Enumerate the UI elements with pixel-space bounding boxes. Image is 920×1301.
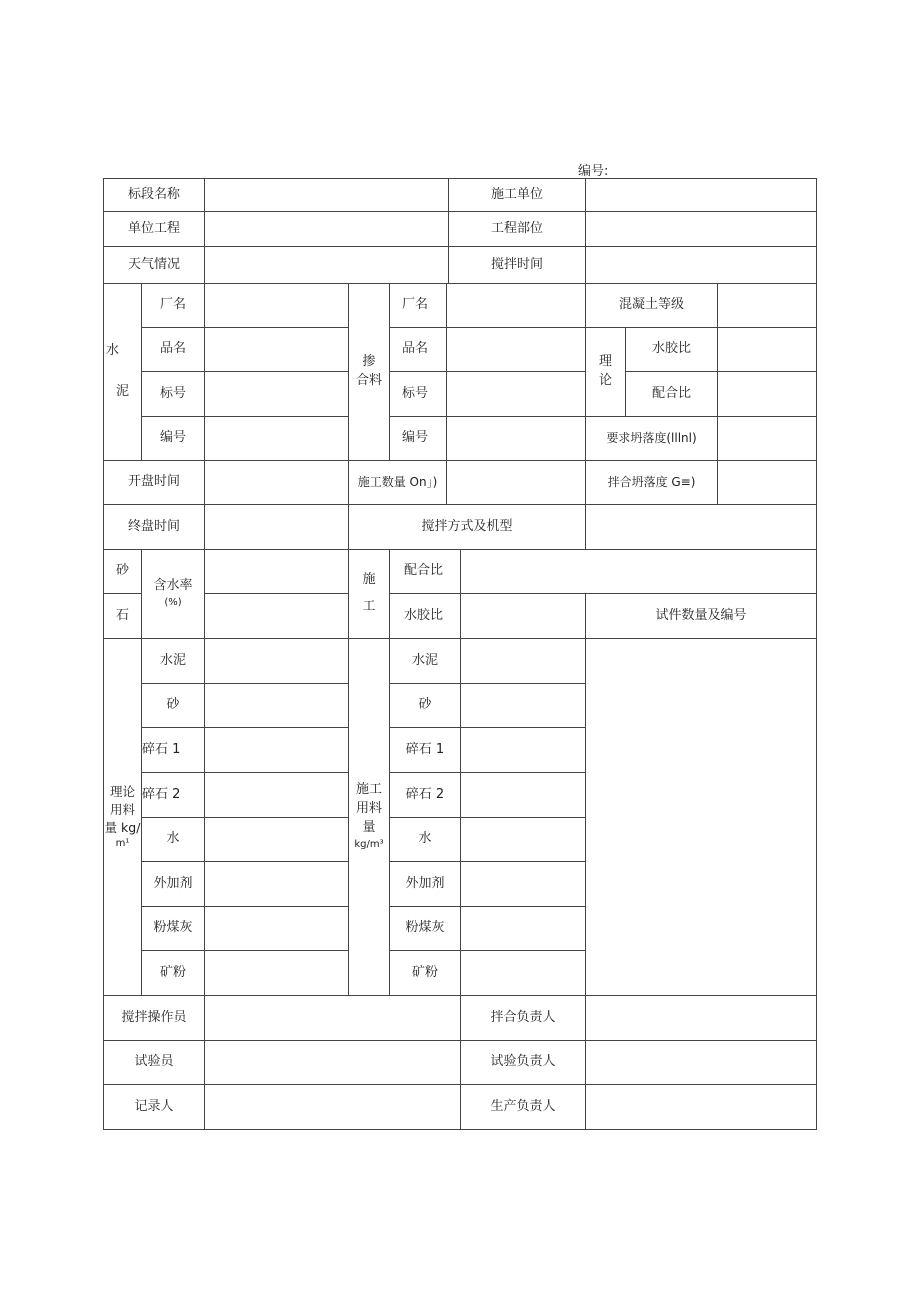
construction-mix-ratio-label: 配合比 xyxy=(390,550,461,594)
tester-field[interactable] xyxy=(205,1041,461,1085)
test-lead-label: 试验负责人 xyxy=(461,1041,586,1085)
theory-mix-ratio-label: 配合比 xyxy=(626,372,718,417)
admixture-product-field[interactable] xyxy=(447,328,586,372)
construction-material-field[interactable] xyxy=(461,862,586,907)
theory-material-label: 砂 xyxy=(142,684,205,728)
theory-material-field[interactable] xyxy=(205,639,349,684)
unit-project-field[interactable] xyxy=(205,212,449,247)
sand-label: 砂 xyxy=(104,550,142,594)
theory-mix-ratio-field[interactable] xyxy=(718,372,816,417)
theory-material-field[interactable] xyxy=(205,684,349,728)
specimen-label: 试件数量及编号 xyxy=(586,594,816,639)
test-lead-field[interactable] xyxy=(586,1041,816,1085)
theory-material-field[interactable] xyxy=(205,951,349,996)
theory-materials-label: 理论 用料 量 kg/ m¹ xyxy=(104,639,142,996)
construction-material-label: 碎石 1 xyxy=(390,728,461,773)
theory-material-field[interactable] xyxy=(205,728,349,773)
admixture-number-field[interactable] xyxy=(447,417,586,461)
construction-material-label: 外加剂 xyxy=(390,862,461,907)
recorder-label: 记录人 xyxy=(104,1085,205,1129)
cement-grade-field[interactable] xyxy=(205,372,349,417)
construction-material-field[interactable] xyxy=(461,684,586,728)
construction-material-label: 矿粉 xyxy=(390,951,461,996)
cement-group-label: 水 泥 xyxy=(104,284,142,461)
production-lead-field[interactable] xyxy=(586,1085,816,1129)
cement-product-label: 品名 xyxy=(142,328,205,372)
theory-water-binder-label: 水胶比 xyxy=(626,328,718,372)
cement-product-field[interactable] xyxy=(205,328,349,372)
theory-material-label: 矿粉 xyxy=(142,951,205,996)
construction-material-field[interactable] xyxy=(461,818,586,862)
construction-material-field[interactable] xyxy=(461,907,586,951)
construction-quantity-label: 施工数量 On」) xyxy=(349,461,447,505)
construction-material-field[interactable] xyxy=(461,639,586,684)
construction-material-label: 粉煤灰 xyxy=(390,907,461,951)
construction-water-binder-field[interactable] xyxy=(461,594,586,639)
cement-grade-label: 标号 xyxy=(142,372,205,417)
cement-factory-label: 厂名 xyxy=(142,284,205,328)
tester-label: 试验员 xyxy=(104,1041,205,1085)
construction-group-label: 施 工 xyxy=(349,550,390,639)
theory-material-label: 碎石 2 xyxy=(142,773,205,818)
admixture-product-label: 品名 xyxy=(390,328,447,372)
end-time-field[interactable] xyxy=(205,505,349,550)
construction-water-binder-label: 水胶比 xyxy=(390,594,461,639)
theory-material-label: 碎石 1 xyxy=(142,728,205,773)
weather-label: 天气情况 xyxy=(104,247,205,284)
theory-material-field[interactable] xyxy=(205,907,349,951)
mixing-time-field[interactable] xyxy=(586,247,816,284)
mixing-method-label: 搅拌方式及机型 xyxy=(349,505,586,550)
end-time-label: 终盘时间 xyxy=(104,505,205,550)
theory-material-field[interactable] xyxy=(205,862,349,907)
theory-material-field[interactable] xyxy=(205,773,349,818)
construction-unit-field[interactable] xyxy=(586,179,816,212)
construction-material-label: 砂 xyxy=(390,684,461,728)
construction-unit-label: 施工单位 xyxy=(449,179,586,212)
cement-factory-field[interactable] xyxy=(205,284,349,328)
concrete-mixing-record-form xyxy=(103,178,817,1130)
admixture-grade-label: 标号 xyxy=(390,372,447,417)
construction-quantity-field[interactable] xyxy=(447,461,586,505)
construction-material-field[interactable] xyxy=(461,951,586,996)
start-time-label: 开盘时间 xyxy=(104,461,205,505)
project-part-field[interactable] xyxy=(586,212,816,247)
mixing-method-field[interactable] xyxy=(586,505,816,550)
theory-material-field[interactable] xyxy=(205,818,349,862)
cement-number-label: 编号 xyxy=(142,417,205,461)
construction-material-field[interactable] xyxy=(461,773,586,818)
mixing-lead-label: 拌合负责人 xyxy=(461,996,586,1041)
recorder-field[interactable] xyxy=(205,1085,461,1129)
admixture-group-label: 掺 合料 xyxy=(349,284,390,461)
theory-material-label: 粉煤灰 xyxy=(142,907,205,951)
stone-moisture-field[interactable] xyxy=(205,594,349,639)
unit-project-label: 单位工程 xyxy=(104,212,205,247)
stone-label: 石 xyxy=(104,594,142,639)
theory-water-binder-field[interactable] xyxy=(718,328,816,372)
construction-material-label: 水泥 xyxy=(390,639,461,684)
mixing-lead-field[interactable] xyxy=(586,996,816,1041)
cement-number-field[interactable] xyxy=(205,417,349,461)
construction-mix-ratio-field[interactable] xyxy=(461,550,816,594)
admixture-factory-label: 厂名 xyxy=(390,284,447,328)
required-slump-label: 要求坍落度(lllnl) xyxy=(586,417,718,461)
mixed-slump-field[interactable] xyxy=(718,461,816,505)
construction-material-field[interactable] xyxy=(461,728,586,773)
concrete-grade-label: 混凝土等级 xyxy=(586,284,718,328)
admixture-factory-field[interactable] xyxy=(447,284,586,328)
construction-materials-label: 施工 用料 量 kg/m³ xyxy=(349,639,390,996)
start-time-field[interactable] xyxy=(205,461,349,505)
admixture-grade-field[interactable] xyxy=(447,372,586,417)
sand-moisture-field[interactable] xyxy=(205,550,349,594)
section-name-field[interactable] xyxy=(205,179,449,212)
mixed-slump-label: 拌合坍落度 G≡) xyxy=(586,461,718,505)
production-lead-label: 生产负责人 xyxy=(461,1085,586,1129)
required-slump-field[interactable] xyxy=(718,417,816,461)
document-number-label: 编号: xyxy=(578,164,609,179)
concrete-grade-field[interactable] xyxy=(718,284,816,328)
project-part-label: 工程部位 xyxy=(449,212,586,247)
operator-label: 搅拌操作员 xyxy=(104,996,205,1041)
moisture-content-label: 含水率 (%) xyxy=(142,550,205,639)
specimen-field[interactable] xyxy=(586,639,816,996)
weather-field[interactable] xyxy=(205,247,449,284)
operator-field[interactable] xyxy=(205,996,461,1041)
theory-material-label: 水 xyxy=(142,818,205,862)
theory-group-label: 理 论 xyxy=(586,328,626,417)
theory-material-label: 水泥 xyxy=(142,639,205,684)
mixing-time-label: 搅拌时间 xyxy=(449,247,586,284)
theory-material-label: 外加剂 xyxy=(142,862,205,907)
section-name-label: 标段名称 xyxy=(104,179,205,212)
construction-material-label: 水 xyxy=(390,818,461,862)
construction-material-label: 碎石 2 xyxy=(390,773,461,818)
admixture-number-label: 编号 xyxy=(390,417,447,461)
